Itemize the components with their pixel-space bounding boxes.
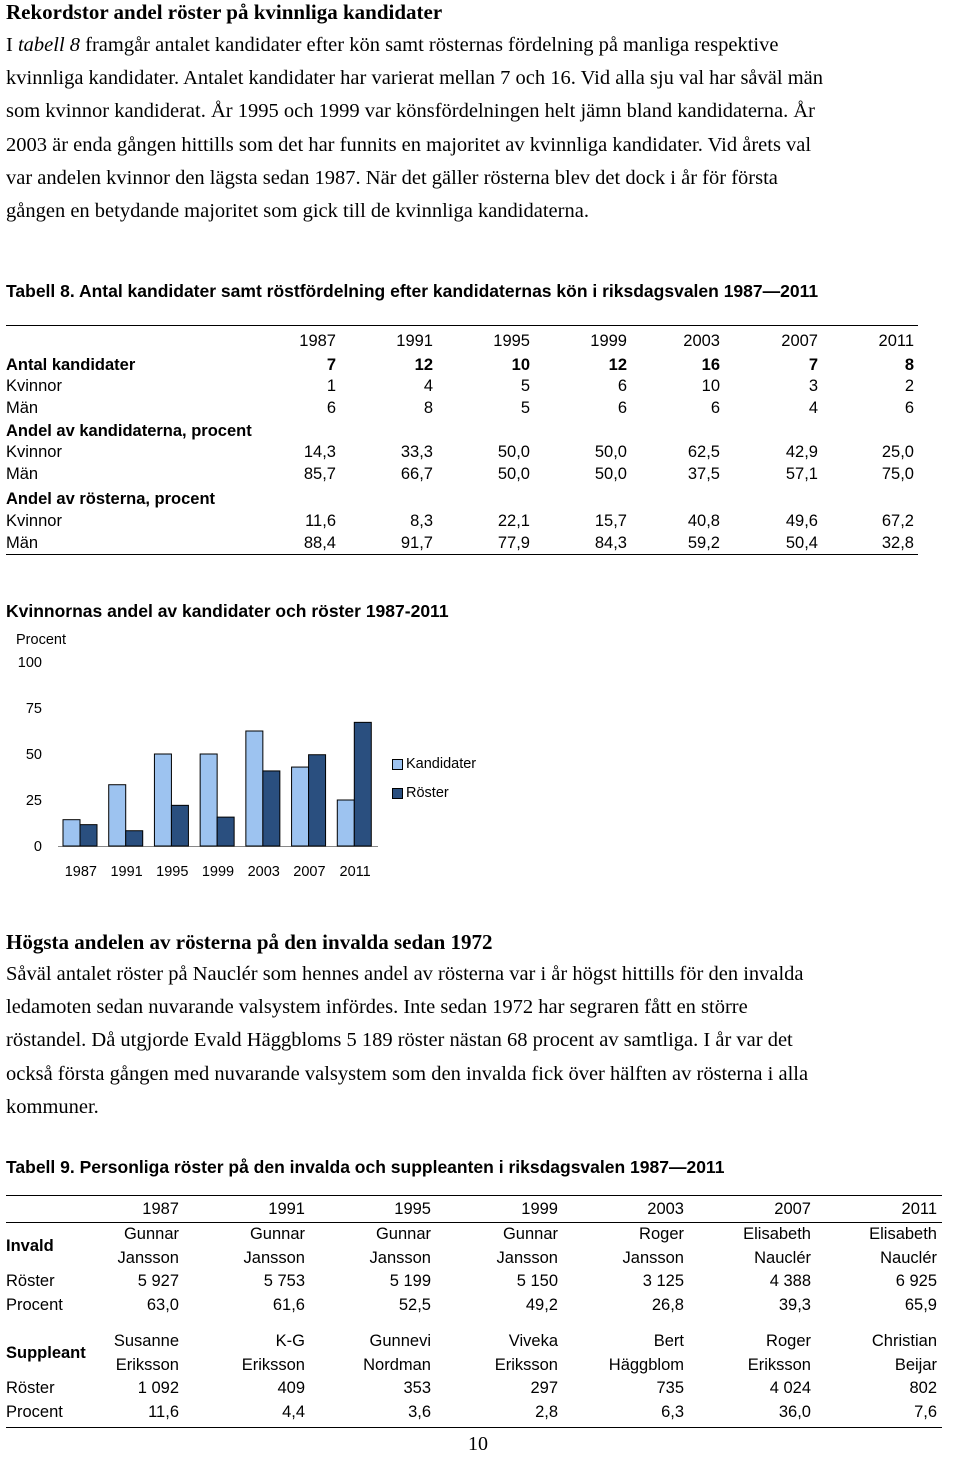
y-tick-label: 100 <box>17 655 42 671</box>
x-tick-label: 2003 <box>247 864 280 880</box>
column-header: 2003 <box>683 332 720 350</box>
name-last: Jansson <box>369 1249 431 1267</box>
table-cell: 49,2 <box>525 1296 558 1314</box>
name-last: Jansson <box>243 1249 305 1267</box>
table-cell: 6 925 <box>895 1272 937 1290</box>
column-header: 1987 <box>299 332 336 350</box>
y-tick-label: 0 <box>33 839 42 855</box>
table-cell: 22,1 <box>497 512 530 530</box>
column-header: 1999 <box>521 1200 558 1218</box>
table-cell: 65,9 <box>904 1296 937 1314</box>
table-cell: 802 <box>909 1379 937 1397</box>
table-cell: 50,0 <box>594 443 627 461</box>
x-tick-label: 2011 <box>339 864 371 880</box>
row-label: Röster <box>6 1379 55 1397</box>
column-header: 2007 <box>781 332 818 350</box>
name-last: Eriksson <box>115 1356 179 1374</box>
table-cell: 11,6 <box>305 512 336 530</box>
row-label: Kvinnor <box>6 443 62 461</box>
row-label: Röster <box>6 1272 55 1290</box>
column-header: 1991 <box>396 332 433 350</box>
table-cell: 8,3 <box>410 512 433 530</box>
name-last: Eriksson <box>747 1356 811 1374</box>
row-label: Män <box>6 465 39 483</box>
paragraph-text: var andelen kvinnor den lägsta sedan 1987. När det gäller rösterna blev det dock i år för första <box>6 166 778 189</box>
name-first: Elisabeth <box>743 1225 811 1243</box>
table-cell: 409 <box>277 1379 305 1397</box>
y-tick-label: 75 <box>25 701 42 717</box>
paragraph-line: röstandel. Då utgjorde Evald Häggbloms 5 189 röster nästan 68 procent av samtliga. I år var det <box>6 1029 793 1052</box>
paragraph-text: som kvinnor kandiderat. År 1995 och 1999 var könsfördelningen helt jämn bland kandidaterna. År <box>6 100 815 123</box>
section-heading: Rekordstor andel röster på kvinnliga kandidater <box>6 0 443 24</box>
table-cell: 297 <box>530 1379 558 1397</box>
table-cell: 5 753 <box>263 1272 305 1290</box>
column-header: 1995 <box>493 332 530 350</box>
paragraph-text: gången en betydande majoritet som gick till de kvinnliga kandidaterna. <box>6 200 589 223</box>
table-cell: 50,4 <box>785 534 818 552</box>
y-axis-title: Procent <box>16 632 66 648</box>
table-cell: 37,5 <box>687 465 720 483</box>
table-cell: 353 <box>403 1379 431 1397</box>
row-label: Invald <box>6 1237 54 1255</box>
x-tick-label: 1987 <box>64 864 97 880</box>
chart-title: Kvinnornas andel av kandidater och röster 1987-2011 <box>6 601 449 621</box>
table-cell: 12 <box>608 356 627 374</box>
legend-label: Röster <box>406 785 449 801</box>
paragraph-text: framgår antalet kandidater efter kön samt rösternas fördelning på manliga respektive <box>80 34 779 56</box>
row-label: Suppleant <box>6 1344 86 1362</box>
name-first: Gunnar <box>375 1225 431 1243</box>
table-cell: 5 150 <box>516 1272 558 1290</box>
table-caption: Tabell 9. Personliga röster på den invalda och suppleanten i riksdagsvalen 1987—2011 <box>6 1157 725 1177</box>
table-cell: 32,8 <box>881 534 914 552</box>
table-cell: 1 092 <box>137 1379 179 1397</box>
row-label: Kvinnor <box>6 512 62 530</box>
table-cell: 84,3 <box>594 534 627 552</box>
name-first: Bert <box>653 1332 684 1350</box>
name-last: Nauclér <box>754 1249 811 1267</box>
table-cell: 10 <box>511 356 530 374</box>
table-cell: 12 <box>414 356 433 374</box>
table-cell: 735 <box>656 1379 684 1397</box>
table-caption: Tabell 8. Antal kandidater samt röstfördelning efter kandidaternas kön i riksdagsvalen 1987—2011 <box>6 281 819 301</box>
column-header: 1999 <box>590 332 627 350</box>
table-cell: 2,8 <box>535 1403 558 1421</box>
name-first: Christian <box>871 1332 937 1350</box>
table-cell: 6,3 <box>661 1403 684 1421</box>
name-first: Viveka <box>508 1332 558 1350</box>
table-header-rule <box>6 1222 942 1223</box>
table-cell: 40,8 <box>687 512 720 530</box>
name-first: Gunnevi <box>369 1332 431 1350</box>
table-cell: 2 <box>904 377 914 395</box>
table-cell: 5 199 <box>389 1272 431 1290</box>
section-heading: Högsta andelen av rösterna på den invalda sedan 1972 <box>6 930 493 954</box>
table-cell: 26,8 <box>651 1296 684 1314</box>
table-cell: 7 <box>808 356 818 374</box>
column-header: 2007 <box>774 1200 811 1218</box>
table-cell: 3,6 <box>408 1403 431 1421</box>
table-bottom-rule <box>6 1427 942 1428</box>
table-cell: 5 <box>520 377 530 395</box>
x-tick-label: 1991 <box>110 864 143 880</box>
table-cell: 14,3 <box>303 443 336 461</box>
table-cell: 4 388 <box>769 1272 811 1290</box>
table-cell: 5 <box>520 399 530 417</box>
table-cell: 36,0 <box>778 1403 811 1421</box>
name-last: Jansson <box>117 1249 179 1267</box>
name-first: K-G <box>275 1332 305 1350</box>
table-cell: 77,9 <box>497 534 530 552</box>
paragraph-line: kommuner. <box>6 1095 99 1118</box>
table-cell: 57,1 <box>785 465 818 483</box>
table-cell: 7 <box>326 356 336 374</box>
name-last: Nordman <box>363 1356 431 1374</box>
row-label: Män <box>6 399 39 417</box>
name-last: Eriksson <box>494 1356 558 1374</box>
table-cell: 4,4 <box>282 1403 305 1421</box>
name-last: Häggblom <box>608 1356 684 1374</box>
table-cell: 67,2 <box>881 512 914 530</box>
table-cell: 91,7 <box>400 534 433 552</box>
name-last: Jansson <box>496 1249 558 1267</box>
column-header: 2011 <box>878 332 914 350</box>
column-header: 2003 <box>647 1200 684 1218</box>
x-tick-label: 1999 <box>201 864 235 880</box>
table-cell: 15,7 <box>594 512 627 530</box>
row-label: Procent <box>6 1296 63 1314</box>
table-cell: 10 <box>701 377 720 395</box>
table-cell: 1 <box>326 377 336 395</box>
name-last: Beijar <box>894 1356 937 1374</box>
row-label: Andel av kandidaterna, procent <box>6 422 252 440</box>
table-cell: 61,6 <box>272 1296 305 1314</box>
table-cell: 49,6 <box>785 512 818 530</box>
table-cell: 4 024 <box>769 1379 811 1397</box>
row-label: Antal kandidater <box>6 356 136 374</box>
name-first: Elisabeth <box>869 1225 937 1243</box>
table-cell: 75,0 <box>881 465 914 483</box>
legend-label: Kandidater <box>406 756 477 772</box>
table-cell: 6 <box>326 399 336 417</box>
table-cell: 6 <box>617 399 627 417</box>
paragraph-text: kvinnliga kandidater. Antalet kandidater har varierat mellan 7 och 16. Vid alla sju val har såväl män <box>6 67 823 90</box>
table-cell: 50,0 <box>497 465 530 483</box>
paragraph-line: också första gången med nuvarande valsystem som den invalda fick över hälften av rösterna i alla <box>6 1062 809 1085</box>
table-cell: 4 <box>808 399 818 417</box>
column-header: 1995 <box>394 1200 431 1218</box>
table-cell: 42,9 <box>785 443 818 461</box>
name-last: Eriksson <box>241 1356 305 1374</box>
name-first: Gunnar <box>123 1225 179 1243</box>
table-cell: 8 <box>423 399 433 417</box>
row-label: Män <box>6 534 39 552</box>
name-last: Jansson <box>622 1249 684 1267</box>
table-cell: 25,0 <box>881 443 914 461</box>
table-cell: 5 927 <box>137 1272 179 1290</box>
row-label: Procent <box>6 1403 63 1421</box>
page-number: 10 <box>468 1433 488 1455</box>
table-cell: 3 125 <box>642 1272 684 1290</box>
table-cell: 6 <box>617 377 627 395</box>
table-cell: 59,2 <box>687 534 720 552</box>
table-cell: 63,0 <box>146 1296 179 1314</box>
name-first: Roger <box>639 1225 684 1243</box>
table-cell: 33,3 <box>400 443 433 461</box>
table-cell: 16 <box>701 356 720 374</box>
column-header: 1987 <box>142 1200 179 1218</box>
name-first: Gunnar <box>502 1225 558 1243</box>
name-first: Gunnar <box>249 1225 305 1243</box>
column-header: 2011 <box>901 1200 937 1218</box>
paragraph-text: I <box>6 34 18 56</box>
column-header: 1991 <box>268 1200 305 1218</box>
y-tick-label: 50 <box>25 747 42 763</box>
name-first: Susanne <box>113 1332 179 1350</box>
row-label: Kvinnor <box>6 377 62 395</box>
table-cell: 66,7 <box>400 465 433 483</box>
table-cell: 7,6 <box>914 1403 937 1421</box>
table-cell: 11,6 <box>148 1403 179 1421</box>
paragraph-text: 2003 är enda gången hittills som det har funnits en majoritet av kvinnliga kandidater. Vid årets val <box>6 133 812 156</box>
table-cell: 85,7 <box>303 465 336 483</box>
row-label: Andel av rösterna, procent <box>6 490 216 508</box>
name-first: Roger <box>766 1332 811 1350</box>
table-cell: 62,5 <box>687 443 720 461</box>
paragraph-line: Såväl antalet röster på Nauclér som hennes andel av rösterna var i år högst hittills för den invalda <box>6 963 804 985</box>
table-cell: 50,0 <box>594 465 627 483</box>
name-last: Nauclér <box>880 1249 937 1267</box>
table-cell: 52,5 <box>398 1296 431 1314</box>
x-tick-label: 2007 <box>293 864 326 880</box>
table-cell: 6 <box>904 399 914 417</box>
paragraph-text: tabell 8 <box>17 34 81 56</box>
table-cell: 4 <box>423 377 433 395</box>
table-cell: 39,3 <box>778 1296 811 1314</box>
y-tick-label: 25 <box>25 793 42 809</box>
table-cell: 8 <box>904 356 914 374</box>
x-tick-label: 1995 <box>156 864 189 880</box>
table-cell: 50,0 <box>497 443 530 461</box>
table-cell: 6 <box>710 399 720 417</box>
table-cell: 3 <box>808 377 818 395</box>
paragraph-line: ledamoten sedan nuvarande valsystem infördes. Inte sedan 1972 har segraren fått en större <box>6 996 748 1019</box>
table-cell: 88,4 <box>303 534 336 552</box>
